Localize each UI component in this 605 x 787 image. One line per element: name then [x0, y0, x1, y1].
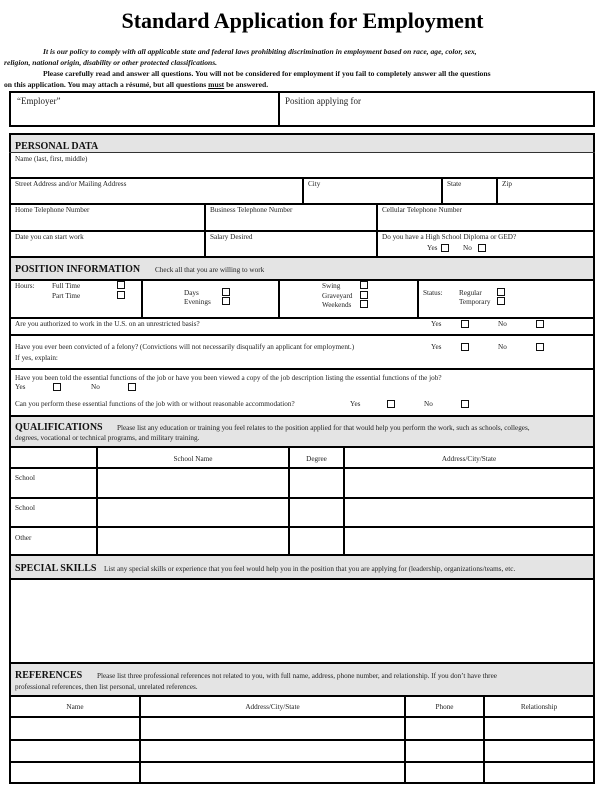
reference3-relationship-field[interactable]	[485, 763, 593, 782]
status-label: Status:	[423, 289, 443, 297]
hours-label: Hours:	[15, 282, 35, 290]
weekends-checkbox[interactable]	[360, 300, 368, 308]
divider	[9, 279, 595, 281]
instructions-emphasis: must	[208, 80, 225, 89]
reference1-address-field[interactable]	[141, 718, 404, 739]
position-applying-field[interactable]	[280, 93, 593, 125]
city-field[interactable]	[304, 179, 441, 203]
divider	[278, 279, 280, 318]
authorized-question: Are you authorized to work in the U.S. on an unrestricted basis?	[15, 320, 200, 328]
qualifications-description-line2: degrees, vocational or technical programs, and military training.	[15, 434, 200, 442]
divider	[9, 368, 595, 370]
felony-explain-label: If yes, explain:	[15, 354, 58, 362]
divider	[9, 256, 595, 258]
felony-yes-checkbox[interactable]	[461, 343, 469, 351]
reference3-name-field[interactable]	[11, 763, 139, 782]
school2-address-field[interactable]	[345, 499, 593, 526]
full-time-label: Full Time	[52, 282, 81, 290]
salary-label: Salary Desired	[210, 233, 253, 241]
street-address-field[interactable]	[11, 179, 302, 203]
reference3-address-field[interactable]	[141, 763, 404, 782]
felony-no-checkbox[interactable]	[536, 343, 544, 351]
policy-statement-line2: religion, national origin, disability or other protected classifications.	[4, 58, 218, 67]
essential-no-label: No	[91, 383, 100, 391]
perform-no-checkbox[interactable]	[461, 400, 469, 408]
perform-functions-question: Can you perform these essential functions of the job with or without reasonable accommodation?	[15, 400, 295, 408]
school2-degree-field[interactable]	[290, 499, 343, 526]
graveyard-label: Graveyard	[322, 292, 353, 300]
qualifications-heading: QUALIFICATIONS	[15, 422, 103, 433]
divider	[9, 334, 595, 336]
reference2-phone-field[interactable]	[406, 741, 483, 761]
position-info-heading: POSITION INFORMATION	[15, 264, 141, 275]
reference3-phone-field[interactable]	[406, 763, 483, 782]
special-skills-heading: SPECIAL SKILLS	[15, 563, 97, 574]
divider	[417, 279, 419, 318]
days-checkbox[interactable]	[222, 288, 230, 296]
qualification-row-label: Other	[15, 534, 32, 542]
divider	[9, 317, 595, 319]
special-skills-description: List any special skills or experience that you feel would help you in the position that you are applying for (leadership, organizations/teams, etc.	[104, 565, 516, 573]
graveyard-checkbox[interactable]	[360, 291, 368, 299]
qualification-row-label: School	[15, 504, 35, 512]
divider	[9, 695, 595, 697]
authorized-no-label: No	[498, 320, 507, 328]
references-description-line1: Please list three professional references not related to you, with full name, address, phone number, and relationship. If you don’t have three	[97, 672, 497, 680]
authorized-yes-checkbox[interactable]	[461, 320, 469, 328]
column-header-name: Name	[66, 703, 84, 711]
full-time-checkbox[interactable]	[117, 281, 125, 289]
city-label: City	[308, 180, 321, 188]
part-time-checkbox[interactable]	[117, 291, 125, 299]
home-phone-label: Home Telephone Number	[15, 206, 90, 214]
diploma-yes-checkbox[interactable]	[441, 244, 449, 252]
perform-yes-checkbox[interactable]	[387, 400, 395, 408]
other-name-field[interactable]	[98, 528, 288, 554]
salary-field[interactable]	[206, 232, 376, 256]
divider	[9, 662, 595, 664]
reference1-name-field[interactable]	[11, 718, 139, 739]
references-description-line2: professional references, then list personal, unrelated references.	[15, 683, 198, 691]
reference2-name-field[interactable]	[11, 741, 139, 761]
start-date-field[interactable]	[11, 232, 204, 256]
school1-name-field[interactable]	[98, 469, 288, 497]
essential-yes-checkbox[interactable]	[53, 383, 61, 391]
home-phone-field[interactable]	[11, 205, 204, 230]
reference2-relationship-field[interactable]	[485, 741, 593, 761]
name-field[interactable]	[11, 154, 593, 177]
street-address-label: Street Address and/or Mailing Address	[15, 180, 127, 188]
perform-no-label: No	[424, 400, 433, 408]
cell-phone-field[interactable]	[378, 205, 593, 230]
policy-statement-line1: It is our policy to comply with all applicable state and federal laws prohibiting discrimination in employment based on race, age, color, sex,	[43, 47, 477, 56]
page-title: Standard Application for Employment	[121, 8, 484, 33]
essential-functions-question: Have you been told the essential functions of the job or have you been viewed a copy of the job description listing the essential functions of the job?	[15, 374, 442, 382]
diploma-yes-label: Yes	[427, 244, 438, 252]
special-skills-textarea[interactable]	[11, 580, 593, 662]
column-header-relationship: Relationship	[520, 703, 558, 711]
column-header-address: Address/City/State	[441, 455, 497, 463]
references-heading: REFERENCES	[15, 670, 83, 681]
instructions-line2	[4, 80, 268, 89]
diploma-no-label: No	[463, 244, 472, 252]
name-label: Name (last, first, middle)	[15, 155, 88, 163]
swing-checkbox[interactable]	[360, 281, 368, 289]
felony-no-label: No	[498, 343, 507, 351]
reference1-relationship-field[interactable]	[485, 718, 593, 739]
instructions-text-end: be answered.	[224, 80, 269, 89]
qualifications-description-line1: Please list any education or training you feel relates to the position applied for that would help you perform the work, such as schools, colleges,	[117, 424, 530, 432]
authorized-yes-label: Yes	[431, 320, 442, 328]
school1-address-field[interactable]	[345, 469, 593, 497]
business-phone-label: Business Telephone Number	[210, 206, 293, 214]
regular-label: Regular	[459, 289, 482, 297]
school2-name-field[interactable]	[98, 499, 288, 526]
reference1-phone-field[interactable]	[406, 718, 483, 739]
instructions-text: on this application. You may attach a résumé, but all questions	[4, 80, 209, 89]
start-date-label: Date you can start work	[15, 233, 84, 241]
temporary-label: Temporary	[459, 298, 491, 306]
state-field[interactable]	[443, 179, 496, 203]
evenings-checkbox[interactable]	[222, 297, 230, 305]
other-address-field[interactable]	[345, 528, 593, 554]
cell-phone-label: Cellular Telephone Number	[382, 206, 462, 214]
column-header-school-name: School Name	[173, 455, 213, 463]
days-label: Days	[184, 289, 199, 297]
regular-checkbox[interactable]	[497, 288, 505, 296]
employer-label: “Employer”	[17, 96, 61, 106]
evenings-label: Evenings	[184, 298, 211, 306]
divider	[9, 415, 595, 417]
essential-yes-label: Yes	[15, 383, 26, 391]
felony-question: Have you ever been convicted of a felony? (Convictions will not necessarily disqualify an applicant for employment.)	[15, 343, 355, 351]
zip-label: Zip	[502, 180, 512, 188]
perform-yes-label: Yes	[350, 400, 361, 408]
swing-label: Swing	[322, 282, 341, 290]
temporary-checkbox[interactable]	[497, 297, 505, 305]
state-label: State	[447, 180, 462, 188]
employer-field[interactable]	[11, 93, 278, 125]
reference2-address-field[interactable]	[141, 741, 404, 761]
business-phone-field[interactable]	[206, 205, 376, 230]
part-time-label: Part Time	[52, 292, 81, 300]
position-applying-label: Position applying for	[285, 96, 361, 106]
instructions-line1: Please carefully read and answer all questions. You will not be considered for employment if you fail to completely answer all the questions	[43, 69, 491, 78]
qualification-row-label: School	[15, 474, 35, 482]
felony-yes-label: Yes	[431, 343, 442, 351]
essential-no-checkbox[interactable]	[128, 383, 136, 391]
personal-data-heading: PERSONAL DATA	[15, 141, 99, 152]
weekends-label: Weekends	[322, 301, 352, 309]
school1-degree-field[interactable]	[290, 469, 343, 497]
zip-field[interactable]	[498, 179, 593, 203]
divider	[141, 279, 143, 318]
diploma-question: Do you have a High School Diploma or GED?	[382, 233, 517, 241]
position-info-subheading: Check all that you are willing to work	[155, 266, 265, 274]
authorized-no-checkbox[interactable]	[536, 320, 544, 328]
other-degree-field[interactable]	[290, 528, 343, 554]
felony-explain-field[interactable]	[11, 353, 593, 368]
diploma-no-checkbox[interactable]	[478, 244, 486, 252]
column-header-degree: Degree	[306, 455, 327, 463]
column-header-address: Address/City/State	[245, 703, 300, 711]
column-header-phone: Phone	[435, 703, 454, 711]
